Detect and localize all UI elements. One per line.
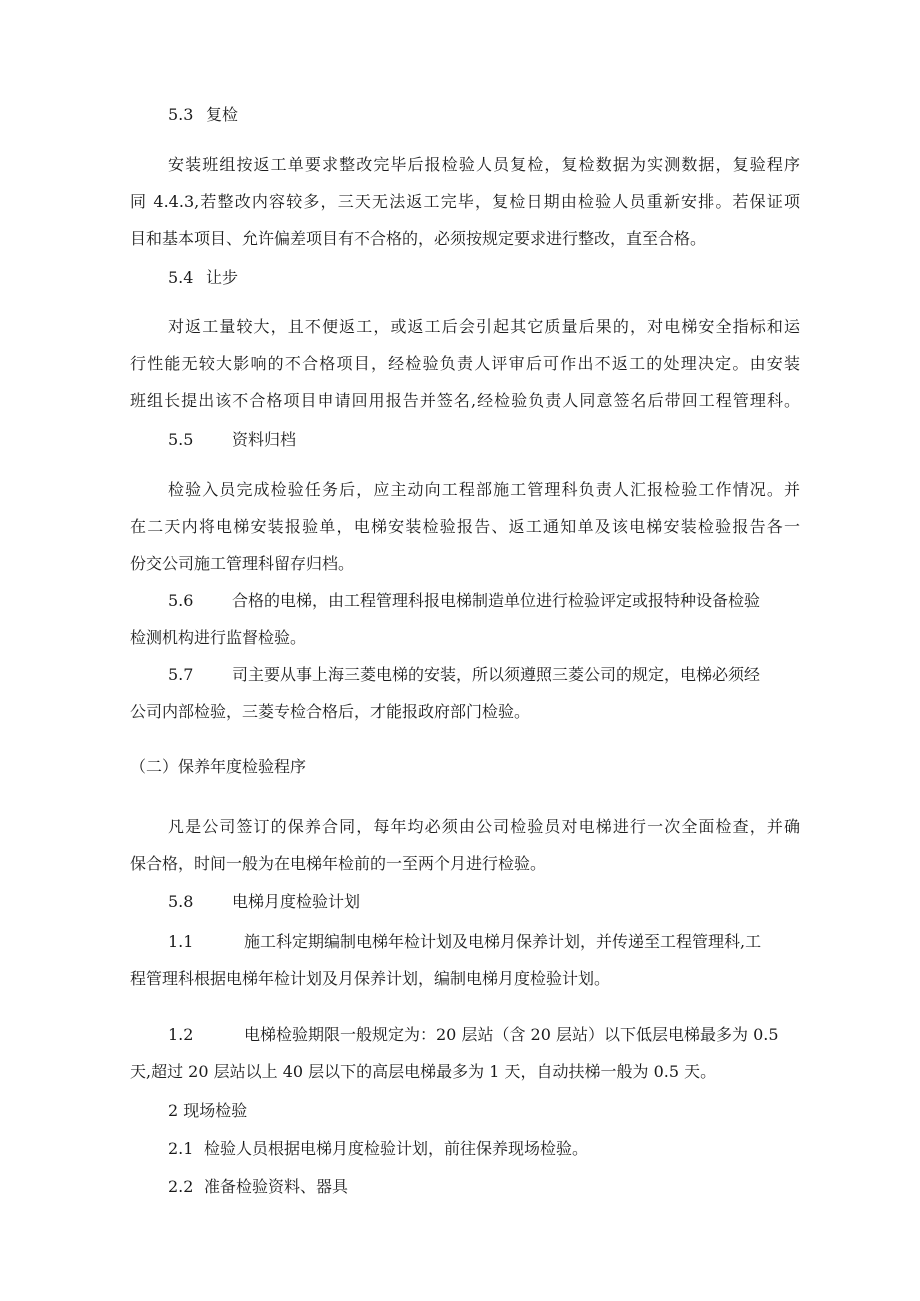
heading-5-3 xyxy=(168,105,238,125)
paragraph-line: 程管理科根据电梯年检计划及月保养计划，编制电梯月度检验计划。 xyxy=(130,969,611,988)
paragraph-5-6-line-1 xyxy=(168,591,800,611)
heading-5-4 xyxy=(168,268,238,288)
part-two-title: （二）保养年度检验程序 xyxy=(130,757,307,776)
section-number: 5.4 xyxy=(168,268,194,287)
section-number: 5.7 xyxy=(168,665,194,684)
paragraph-line: 检测机构进行监督检验。 xyxy=(130,628,307,647)
paragraph-2-1 xyxy=(168,1139,588,1159)
paragraph-line: 对返工量较大，且不便返工，或返工后会引起其它质量后果的，对电梯安全指标和运 xyxy=(168,317,800,336)
paragraph-line: 份交公司施工管理科留存归档。 xyxy=(130,554,355,573)
section-number: 1.2 xyxy=(168,1025,194,1044)
section-number: 5.8 xyxy=(168,892,194,911)
paragraph-text: 司主要从事上海三菱电梯的安装，所以须遵照三菱公司的规定，电梯必须经 xyxy=(232,665,761,684)
paragraph-line: 凡是公司签订的保养合同，每年均必须由公司检验员对电梯进行一次全面检查，并确 xyxy=(168,817,800,836)
paragraph-text: 电梯检验期限一般规定为：20 层站（含 20 层站）以下低层电梯最多为 0.5 xyxy=(244,1025,779,1044)
heading-5-5 xyxy=(168,430,296,450)
section-title: 电梯月度检验计划 xyxy=(232,892,361,911)
paragraph-line: 同 4.4.3,若整改内容较多，三天无法返工完毕，复检日期由检验人员重新安排。若保证项 xyxy=(130,192,800,211)
paragraph-line: 在二天内将电梯安装报验单，电梯安装检验报告、返工通知单及该电梯安装检验报告各一 xyxy=(130,517,800,536)
paragraph-line: 公司内部检验，三菱专检合格后，才能报政府部门检验。 xyxy=(130,702,531,721)
paragraph-text: 准备检验资料、器具 xyxy=(204,1177,349,1196)
section-title: 让步 xyxy=(206,268,239,287)
paragraph-text: 施工科定期编制电梯年检计划及电梯月保养计划，并传递至工程管理科,工 xyxy=(244,932,762,951)
paragraph-line: 检验入员完成检验任务后，应主动向工程部施工管理科负责人汇报检验工作情况。并 xyxy=(168,480,800,499)
section-title: 复检 xyxy=(206,105,239,124)
paragraph-line: 安装班组按返工单要求整改完毕后报检验人员复检，复检数据为实测数据，复验程序 xyxy=(168,155,800,174)
section-number: 5.3 xyxy=(168,105,194,124)
section-number: 5.6 xyxy=(168,591,194,610)
paragraph-line: 天,超过 20 层站以上 40 层以下的高层电梯最多为 1 天，自动扶梯一般为 0.5 天。 xyxy=(130,1062,717,1081)
section-number: 1.1 xyxy=(168,932,194,951)
paragraph-2-2 xyxy=(168,1177,348,1197)
paragraph-1-1-line-1 xyxy=(168,932,800,952)
paragraph-5-7-line-1 xyxy=(168,665,800,685)
section-number: 2.1 xyxy=(168,1139,194,1158)
section-number: 5.5 xyxy=(168,430,194,449)
paragraph-line: 行性能无较大影响的不合格项目，经检验负责人评审后可作出不返工的处理决定。由安装 xyxy=(130,354,800,373)
paragraph-line: 保合格，时间一般为在电梯年检前的一至两个月进行检验。 xyxy=(130,854,547,873)
section-number: 2.2 xyxy=(168,1177,194,1196)
section-title: 资料归档 xyxy=(232,430,297,449)
paragraph-1-2-line-1 xyxy=(168,1025,800,1045)
paragraph-line: 班组长提出该不合格项目申请回用报告并签名,经检验负责人同意签名后带回工程管理科。 xyxy=(130,391,800,410)
paragraph-text: 检验人员根据电梯月度检验计划，前往保养现场检验。 xyxy=(204,1139,589,1158)
paragraph-line: 目和基本项目、允许偏差项目有不合格的，必须按规定要求进行整改，直至合格。 xyxy=(130,229,707,248)
paragraph-text: 合格的电梯，由工程管理科报电梯制造单位进行检验评定或报特种设备检验 xyxy=(232,591,761,610)
heading-2: 2 现场检验 xyxy=(168,1101,248,1120)
heading-5-8 xyxy=(168,892,360,912)
